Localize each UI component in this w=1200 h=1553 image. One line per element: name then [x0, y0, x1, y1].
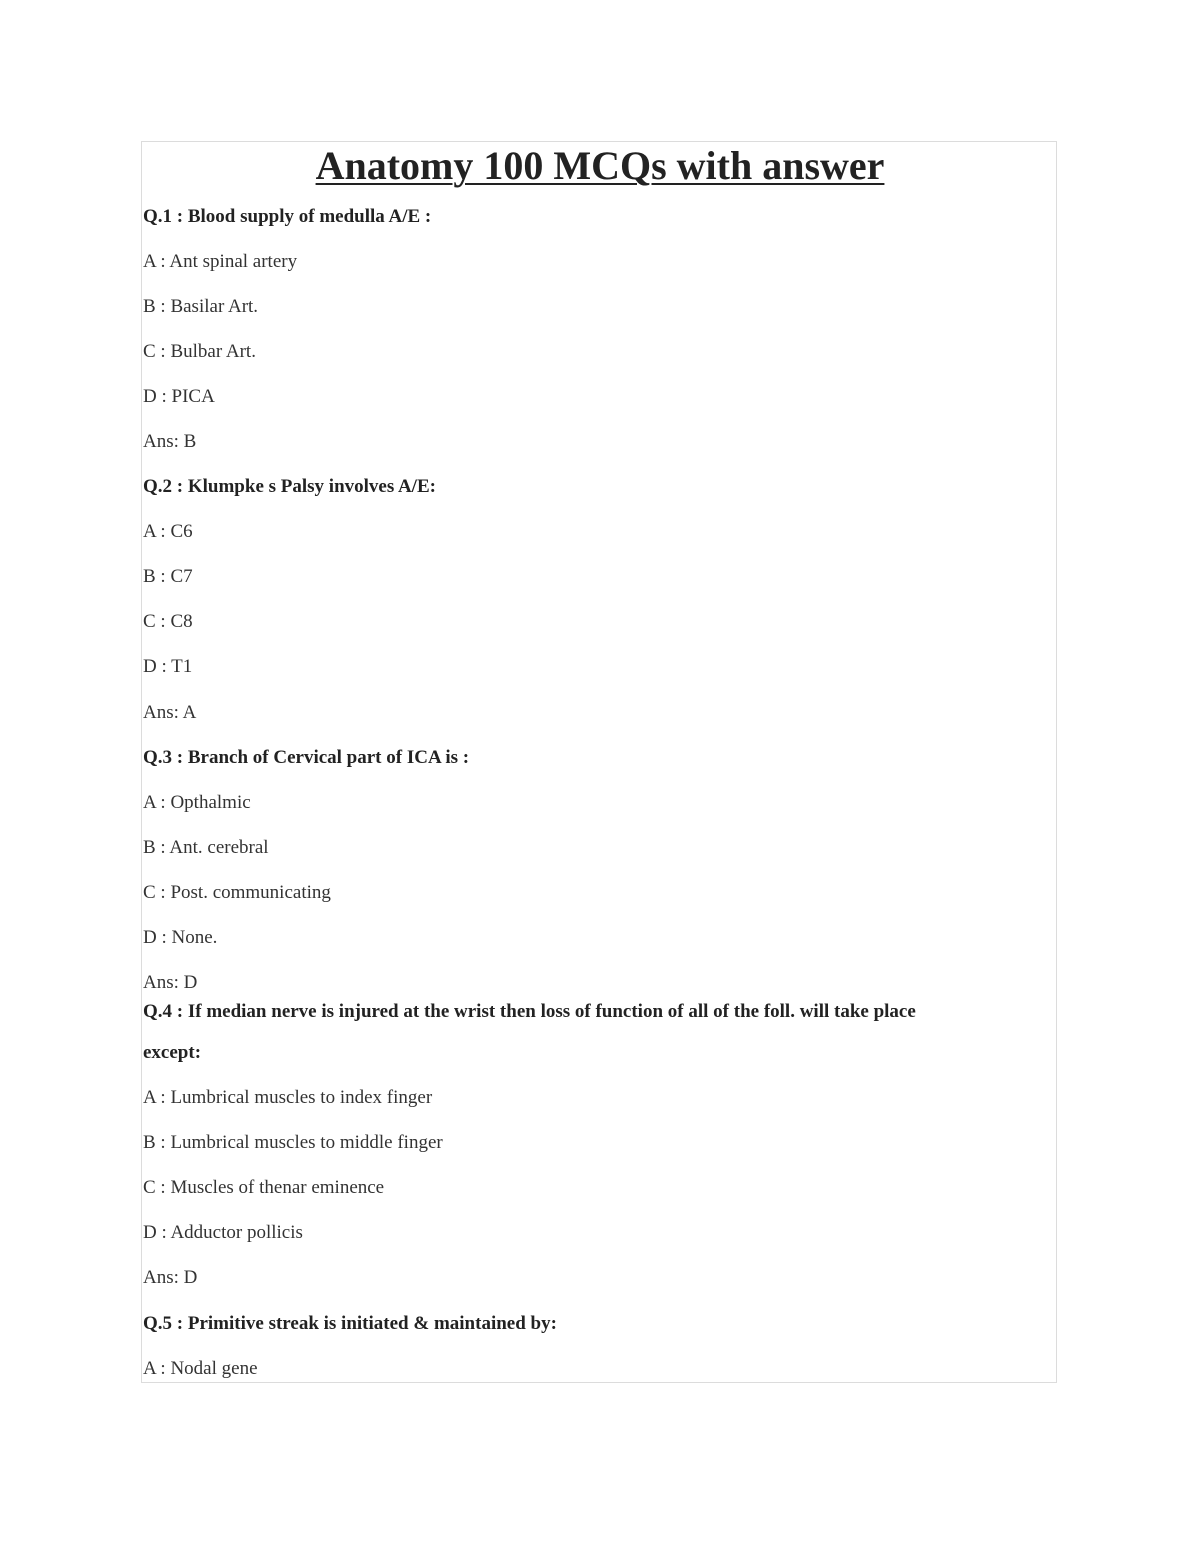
document-title: Anatomy 100 MCQs with answer [315, 143, 885, 188]
q1-option-c: C : Bulbar Art. [143, 341, 256, 362]
q2-option-d: D : T1 [143, 656, 193, 677]
q4-option-a: A : Lumbrical muscles to index finger [143, 1087, 433, 1108]
question-1: Q.1 : Blood supply of medulla A/E : [143, 206, 432, 227]
q3-option-b: B : Ant. cerebral [143, 837, 269, 858]
question-4-line-1: Q.4 : If median nerve is injured at the wrist then loss of function of all of the foll. will take place [143, 1001, 916, 1022]
q3-option-a: A : Opthalmic [143, 792, 251, 813]
q2-option-b: B : C7 [143, 566, 193, 587]
q2-option-c: C : C8 [143, 611, 193, 632]
q1-option-b: B : Basilar Art. [143, 296, 259, 317]
q4-answer: Ans: D [143, 1267, 198, 1288]
q4-option-b: B : Lumbrical muscles to middle finger [143, 1132, 443, 1153]
q5-option-a: A : Nodal gene [143, 1358, 258, 1379]
q4-option-c: C : Muscles of thenar eminence [143, 1177, 385, 1198]
q1-option-d: D : PICA [143, 386, 215, 407]
q1-answer: Ans: B [143, 431, 197, 452]
question-4-line-2: except: [143, 1042, 202, 1063]
q3-answer: Ans: D [143, 972, 198, 993]
q2-answer: Ans: A [143, 702, 197, 723]
question-5: Q.5 : Primitive streak is initiated & maintained by: [143, 1313, 557, 1334]
q4-option-d: D : Adductor pollicis [143, 1222, 303, 1243]
q1-option-a: A : Ant spinal artery [143, 251, 298, 272]
q3-option-c: C : Post. communicating [143, 882, 331, 903]
question-3: Q.3 : Branch of Cervical part of ICA is : [143, 747, 470, 768]
question-2: Q.2 : Klumpke s Palsy involves A/E: [143, 476, 436, 497]
q3-option-d: D : None. [143, 927, 218, 948]
q2-option-a: A : C6 [143, 521, 193, 542]
